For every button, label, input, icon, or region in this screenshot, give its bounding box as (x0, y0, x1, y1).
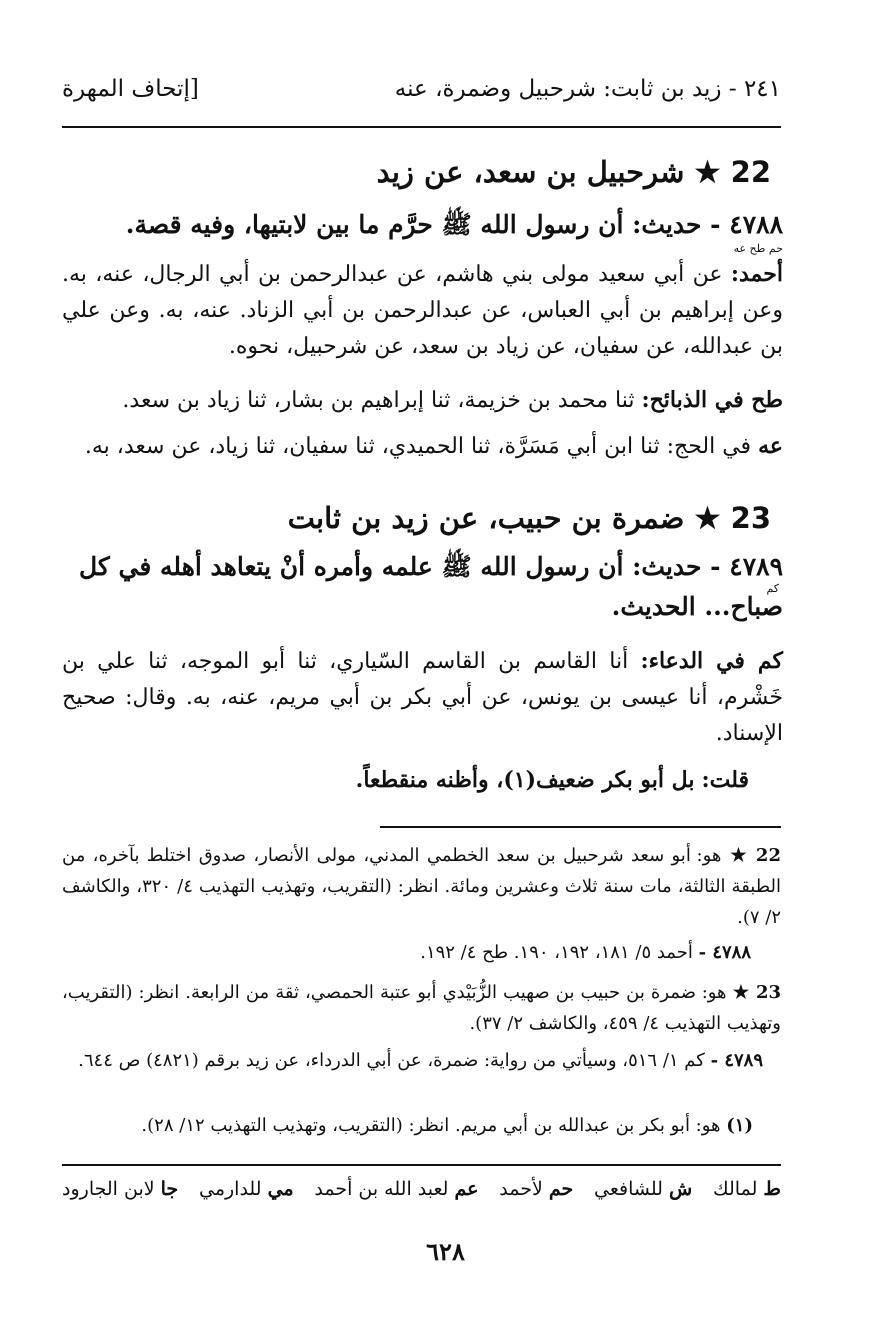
footnote-lead: (١) (726, 1115, 753, 1136)
footnote-text: هو: ضمرة بن حبيب بن صهيب الزُّبَيْدي أبو عتبة الحمصي، ثقة من الرابعة. انظر: (التقريب، وتهذيب التهذيب ٤/ ٤٥٩، والكاشف ٢/ ٣٧). (62, 982, 781, 1034)
legend-item: جا لابن الجارود (62, 1178, 179, 1200)
hadith-number: ٤٧٨٨ (729, 210, 783, 239)
page-number: ٦٢٨ (426, 1237, 465, 1266)
chapter-title: ٢٤١ - زيد بن ثابت: شرحبيل وضمرة، عنه (394, 76, 781, 102)
footnote-4789 (62, 1045, 763, 1076)
paragraph-text: أنا القاسم بن القاسم السّياري، ثنا أبو الموجه، ثنا علي بن خَشْرم، أنا عيسى بن يونس، عن أبي بكر بن أبي مريم، عنه، به. وقال: صحيح الإسناد. (62, 649, 783, 746)
footnote-lead: 23 ★ (732, 982, 782, 1003)
paragraph-hakim (62, 643, 783, 752)
legend-rule (62, 1164, 781, 1166)
footnote-lead: 22 ★ (728, 845, 781, 866)
paragraph-ahmad (62, 256, 783, 365)
hadith-4789 (62, 547, 783, 627)
paragraph-lead: كم في الدعاء: (640, 648, 783, 674)
paragraph-text: عن أبي سعيد مولى بني هاشم، عن عبدالرحمن بن أبي الرجال، عنه، به. وعن إبراهيم بن أبي العباس، عن عبدالرحمن بن أبي الزناد. عنه، به. وعن علي بن عبدالله، عن سفيان، عن زياد بن سعد، عن شرحبيل، نحوه. (62, 262, 783, 359)
legend-item: ش للشافعي (594, 1178, 693, 1200)
hadith-number: ٤٧٨٩ (729, 552, 783, 581)
paragraph-text: بل أبو بكر ضعيف(١)، وأظنه منقطعاً. (355, 767, 695, 793)
hadith-4788 (62, 205, 783, 245)
footnote-text: كم ١/ ٥١٦، وسيأتي من رواية: ضمرة، عن أبي الدرداء، عن زيد برقم (٤٨٢١) ص ٦٤٤. (78, 1050, 705, 1071)
footnote-lead: ٤٧٨٨ - (698, 942, 751, 963)
paragraph-editor-note (62, 762, 749, 799)
star-icon: ★ (694, 155, 721, 189)
paragraph-lead: طح في الذبائح: (641, 387, 783, 413)
paragraph-abu-awana (62, 428, 783, 465)
footnote-text: هو: أبو بكر بن عبدالله بن أبي مريم. انظر: (التقريب، وتهذيب التهذيب ١٢/ ٢٨). (141, 1115, 721, 1136)
paragraph-text: في الحج: ثنا ابن أبي مَسَرَّة، ثنا الحميدي، ثنا سفيان، ثنا زياد، عن سعد، به. (84, 434, 752, 459)
section-number: 23 (730, 501, 771, 535)
book-title: [إتحاف المهرة (62, 76, 199, 102)
footnote-text: أحمد ٥/ ١٨١، ١٩٢، ١٩٠. طح ٤/ ١٩٢. (420, 942, 693, 963)
legend-item: مي للدارمي (198, 1178, 294, 1200)
footnote-text: هو: أبو سعد شرحبيل بن سعد الخطمي المدني، مولى الأنصار، صدوق اختلط بآخره، من الطبقة الثالثة، مات سنة ثلاث وعشرين ومائة. انظر: (التقريب، وتهذيب التهذيب ٤/ ٣٢٠، والكاشف ٢/ ٧). (62, 845, 781, 928)
symbol-legend (62, 1178, 781, 1208)
legend-item: حم لأحمد (499, 1178, 574, 1200)
section-title: شرحبيل بن سعد، عن زيد (376, 155, 685, 189)
star-icon: ★ (694, 501, 721, 535)
section-heading-22 (62, 152, 771, 192)
paragraph-lead: قلت: (701, 767, 749, 793)
footnote-separator (380, 826, 781, 828)
hadith-text: - حديث: أن رسول الله ﷺ حرَّم ما بين لابتيها، وفيه قصة. (125, 210, 721, 239)
paragraph-text: ثنا محمد بن خزيمة، ثنا إبراهيم بن بشار، ثنا زياد بن سعد. (122, 388, 635, 413)
paragraph-tahawi (62, 382, 783, 419)
section-heading-23 (62, 498, 771, 538)
footnote-22 (62, 840, 781, 933)
running-header (62, 76, 781, 112)
legend-item: عم لعبد الله بن أحمد (314, 1178, 479, 1200)
paragraph-lead: عه (758, 433, 783, 459)
legend-item: ط لمالك (713, 1178, 781, 1200)
footnote-23 (62, 977, 781, 1039)
footnote-4788 (62, 937, 751, 968)
hadith-text: - حديث: أن رسول الله ﷺ علمه وأمره أنْ يتعاهد أهله في كل صباح... الحديث. (79, 552, 783, 621)
footnote-1 (62, 1110, 753, 1141)
section-number: 22 (730, 155, 771, 189)
source-symbols: كم (766, 582, 779, 595)
header-rule (62, 126, 781, 128)
paragraph-lead: أحمد: (730, 261, 783, 287)
footnote-lead: ٤٧٨٩ - (710, 1050, 763, 1071)
source-symbols: حم طح عه (733, 242, 783, 255)
section-title: ضمرة بن حبيب، عن زيد بن ثابت (287, 501, 685, 535)
